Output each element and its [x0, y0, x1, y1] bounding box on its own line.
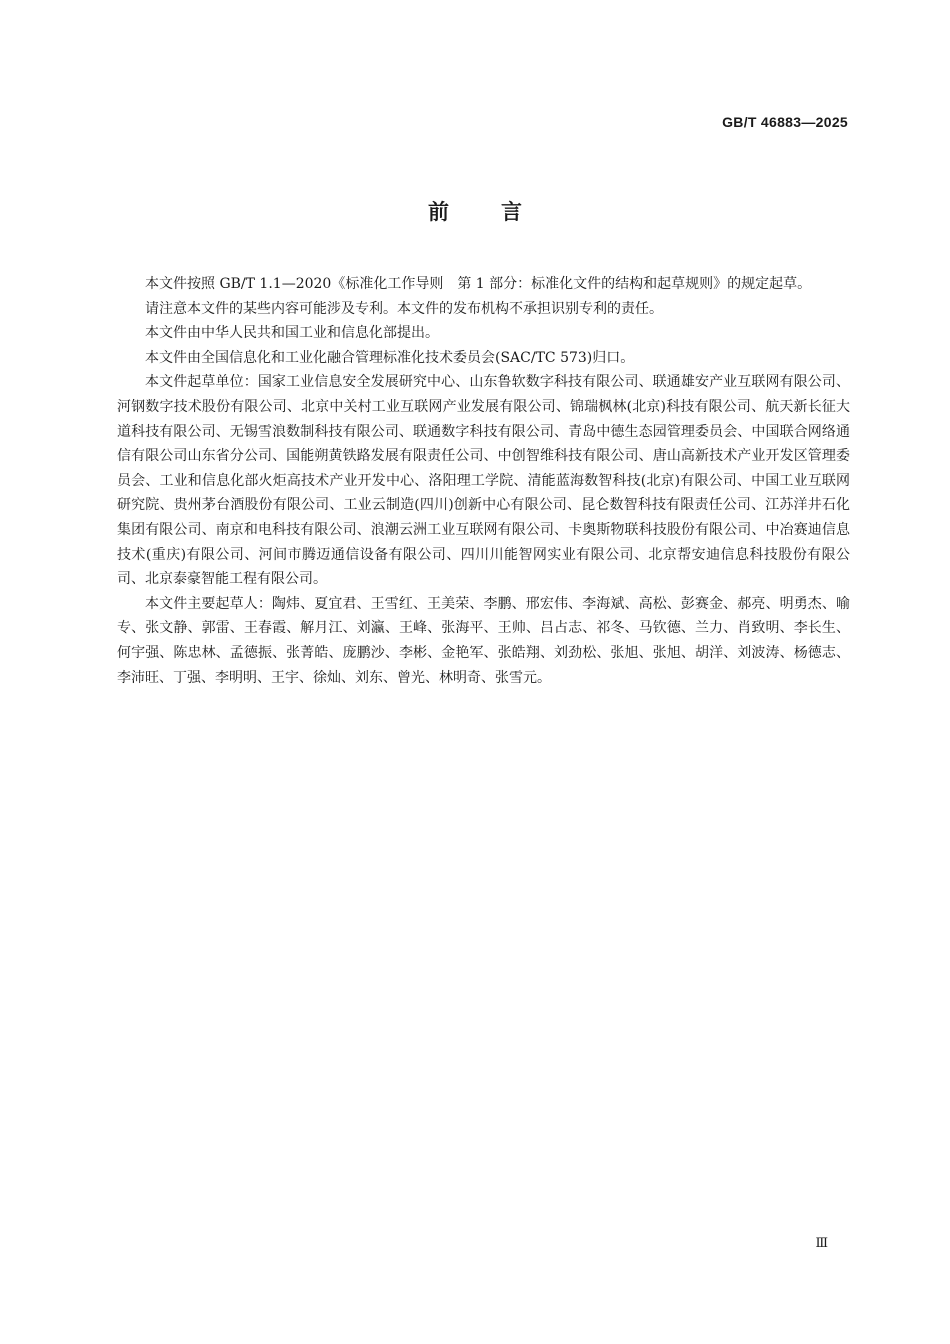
page-title: 前言	[428, 200, 574, 224]
document-body	[117, 272, 850, 690]
standard-number: GB/T 46883—2025	[722, 114, 848, 130]
paragraph-patent-notice: 请注意本文件的某些内容可能涉及专利。本文件的发布机构不承担识别专利的责任。	[145, 300, 663, 317]
page-number: Ⅲ	[815, 1236, 828, 1251]
paragraph-drafting-units: 本文件起草单位：国家工业信息安全发展研究中心、山东鲁软数字科技有限公司、联通雄安产业互联网有限公司、河钢数字技术股份有限公司、北京中关村工业互联网产业发展有限公司、锦瑞枫林(北京)科技有限公司、航天新长征大道科技有限公司、无锡雪浪数制科技有限公司、联通数字科技有限公司、青岛中德生态园管理委员会、中国联合网络通信有限公司山东省分公司、国能朔黄铁路发展有限责任公司、中创智维科技有限公司、唐山高新技术产业开发区管理委员会、工业和信息化部火炬高技术产业开发中心、洛阳理工学院、清能蓝海数智科技(北京)有限公司、中国工业互联网研究院、贵州茅台酒股份有限公司、工业云制造(四川)创新中心有限公司、昆仑数智科技有限责任公司、江苏洋井石化集团有限公司、南京和电科技有限公司、浪潮云洲工业互联网有限公司、卡奥斯物联科技股份有限公司、中冶赛迪信息技术(重庆)有限公司、河间市腾迈通信设备有限公司、四川川能智网实业有限公司、北京帮安迪信息科技股份有限公司、北京泰豪智能工程有限公司。	[117, 374, 850, 588]
paragraph-proposed-by: 本文件由中华人民共和国工业和信息化部提出。	[145, 325, 439, 342]
paragraph-drafters: 本文件主要起草人：陶炜、夏宜君、王雪红、王美荣、李鹏、邢宏伟、李海斌、高松、彭赛金、郝亮、明勇杰、喻专、张文静、郭雷、王春霞、解月江、刘瀛、王峰、张海平、王帅、吕占志、祁冬、马钦德、兰力、肖致明、李长生、何宇强、陈忠林、孟德振、张菁皓、庞鹏沙、李彬、金艳军、张皓翔、刘劲松、张旭、张旭、胡洋、刘波涛、杨德志、李沛旺、丁强、李明明、王宇、徐灿、刘东、曾光、林明奇、张雪元。	[117, 595, 850, 686]
paragraph-drafting-rules: 本文件按照 GB/T 1.1—2020《标准化工作导则 第 1 部分：标准化文件的结构和起草规则》的规定起草。	[145, 276, 812, 292]
paragraph-centralized-by: 本文件由全国信息化和工业化融合管理标准化技术委员会(SAC/TC 573)归口。	[145, 349, 635, 366]
